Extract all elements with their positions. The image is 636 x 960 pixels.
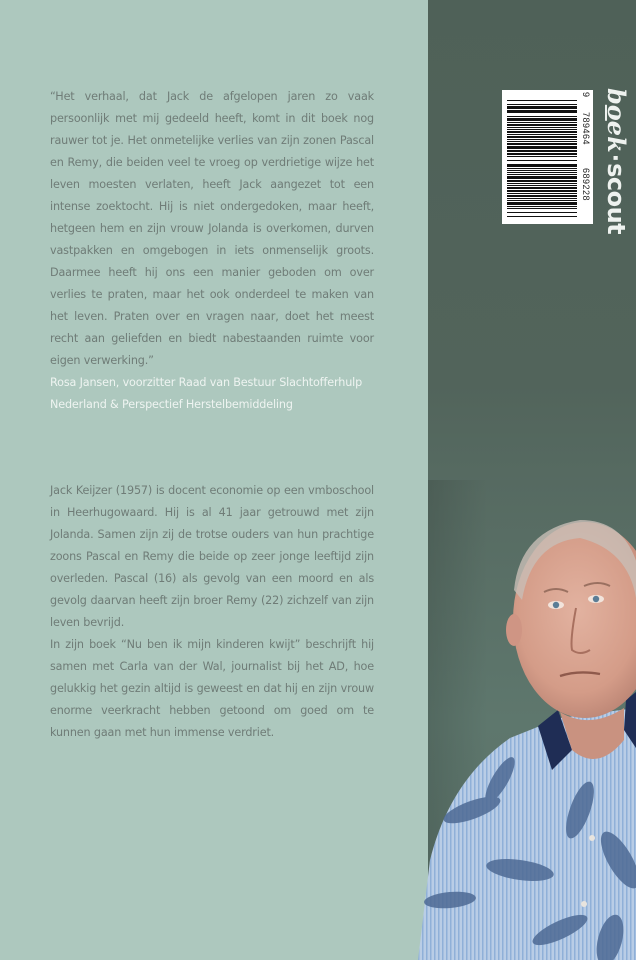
endorsement-quote [50,86,374,416]
barcode-bars [507,100,577,218]
barcode-group-2: 689228 [581,168,591,202]
barcode-digit-first: 9 [581,92,591,98]
barcode-group-1: 789464 [581,112,591,146]
publisher-logo [598,88,636,235]
logo-boek: boek [602,88,631,153]
isbn-barcode [502,90,593,224]
quote-attribution: Rosa Jansen, voorzitter Raad van Bestuur Slachtofferhulp Nederland & Perspectief Herstelbemiddeling [50,376,363,411]
author-photo [410,480,636,960]
author-bio [50,480,374,744]
quote-text: “Het verhaal, dat Jack de afgelopen jaren zo vaak persoonlijk met mij gedeeld heeft, komt in dit boek nog rauwer tot je. Het onmetelijke verlies van zijn zonen Pascal en Remy, die beiden veel te vroeg op verdrietige wijze het leven moesten verlaten, heeft Jack aangezet tot een intense zoektocht. Hij is niet ondergedoken, maar heeft, hetgeen hem en zijn vrouw Jolanda is overkomen, durven vastpakken en omgebogen in iets onmenselijk groots. Daarmee heeft hij ons een manier geboden om over verlies te praten, maar het ook onderdeel te maken van het leven. Praten over en vragen naar, doet het meest recht aan geliefden en biedt nabestaanden ruimte voor eigen verwerking.” [50,90,374,367]
bio-paragraph-2: In zijn boek “Nu ben ik mijn kinderen kwijt” beschrijft hij samen met Carla van der Wal, journalist bij het AD, hoe gelukkig het gezin altijd is geweest en dat hij en zijn vrouw enorme veerkracht hebben getoond om goed om te kunnen gaan met hun immense verdriet. [50,638,374,739]
bio-paragraph-1: Jack Keijzer (1957) is docent economie op een vmboschool in Heerhugowaard. Hij is al 41 jaar getrouwd met zijn Jolanda. Samen zijn zij de trotse ouders van hun prachtige zoons Pascal en Remy die beide op zeer jonge leeftijd zijn overleden. Pascal (16) als gevolg van een moord en als gevolg daarvan heeft zijn broer Remy (22) zichzelf van zijn leven bevrijd. [50,484,374,629]
logo-scout: scout [602,163,630,235]
logo-separator: · [602,153,627,163]
barcode-digits [579,90,591,224]
